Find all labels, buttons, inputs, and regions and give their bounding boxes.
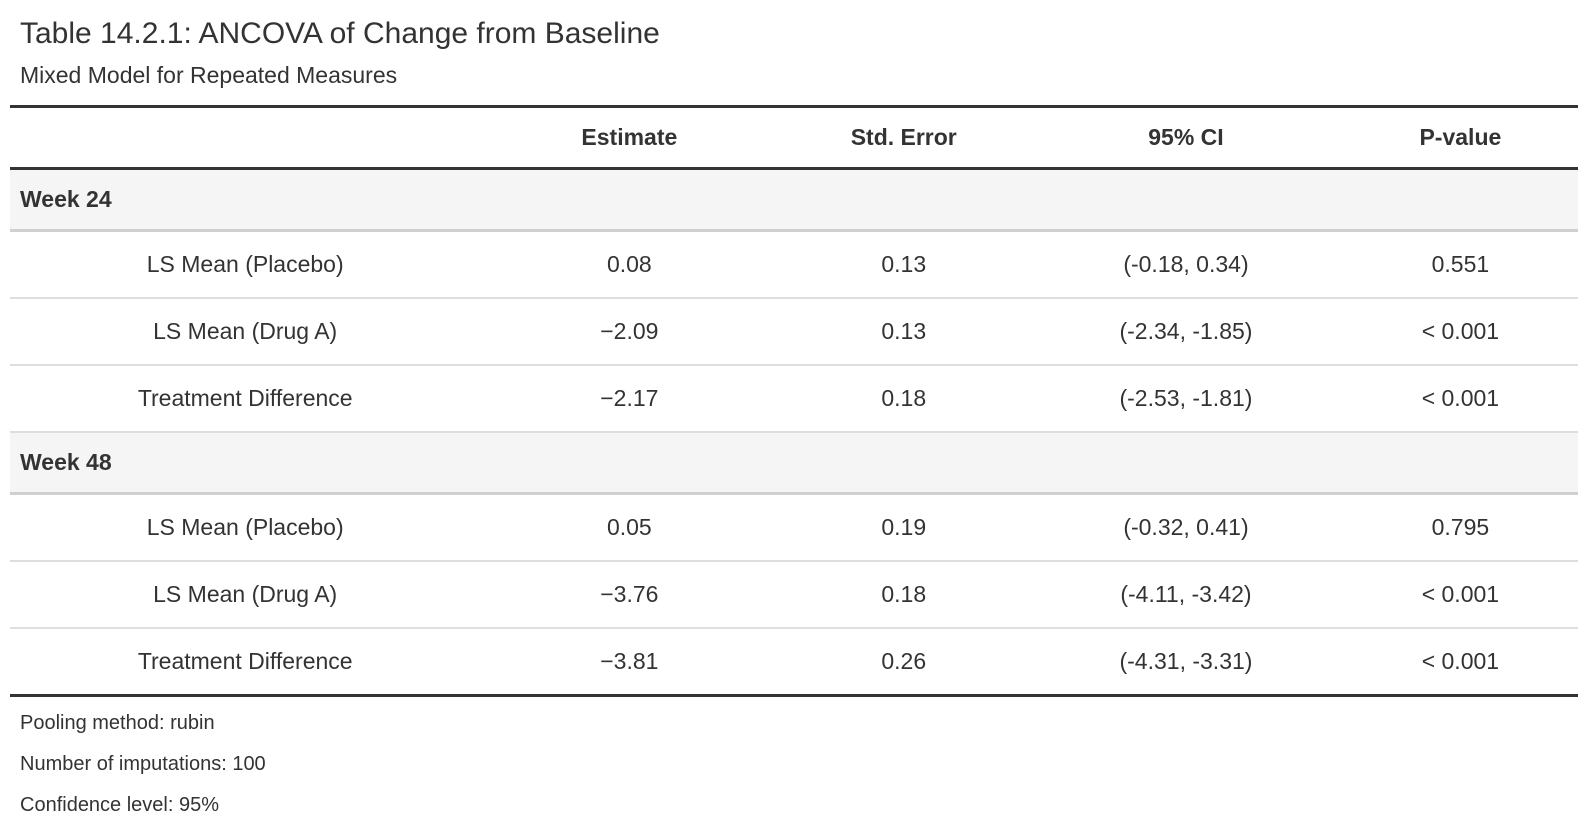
table-body [10,168,1578,695]
table-row [10,493,1578,561]
group-header-week-48 [10,432,1578,494]
table-row [10,628,1578,696]
footnote-pooling-method: Pooling method: rubin [20,711,215,734]
cell-estimate: 0.05 [480,493,778,561]
cell-std-error: 0.19 [778,493,1029,561]
group-label: Week 24 [10,168,1578,230]
cell-row-label: Treatment Difference [10,628,480,696]
column-header-p-value: P-value [1343,106,1578,168]
table-subtitle: Mixed Model for Repeated Measures [20,62,398,88]
group-label: Week 48 [10,432,1578,494]
column-header-ci: 95% CI [1029,106,1343,168]
cell-ci: (-2.34, -1.85) [1029,298,1343,365]
cell-std-error: 0.26 [778,628,1029,696]
cell-p-value: < 0.001 [1343,365,1578,432]
cell-p-value: 0.795 [1343,493,1578,561]
cell-estimate: −3.81 [480,628,778,696]
table-row [10,230,1578,298]
cell-p-value: < 0.001 [1343,561,1578,628]
table-footnotes [10,697,1578,826]
cell-std-error: 0.18 [778,561,1029,628]
cell-estimate: −2.09 [480,298,778,365]
cell-estimate: −3.76 [480,561,778,628]
cell-row-label: LS Mean (Drug A) [10,561,480,628]
table-row [10,561,1578,628]
cell-row-label: Treatment Difference [10,365,480,432]
ancova-results-table [10,105,1578,697]
column-header-stub [10,106,480,168]
cell-p-value: < 0.001 [1343,298,1578,365]
cell-row-label: LS Mean (Placebo) [10,493,480,561]
cell-ci: (-0.32, 0.41) [1029,493,1343,561]
table-row [10,298,1578,365]
cell-std-error: 0.18 [778,365,1029,432]
cell-std-error: 0.13 [778,230,1029,298]
cell-std-error: 0.13 [778,298,1029,365]
cell-ci: (-2.53, -1.81) [1029,365,1343,432]
table-row [10,365,1578,432]
footnote-imputations: Number of imputations: 100 [20,752,266,775]
footnote-confidence-level: Confidence level: 95% [20,793,220,816]
column-header-std-error: Std. Error [778,106,1029,168]
cell-row-label: LS Mean (Drug A) [10,298,480,365]
cell-estimate: −2.17 [480,365,778,432]
table-title: Table 14.2.1: ANCOVA of Change from Baseline [20,17,660,50]
group-header-week-24 [10,168,1578,230]
column-header-estimate: Estimate [480,106,778,168]
cell-ci: (-4.31, -3.31) [1029,628,1343,696]
header-row [10,106,1578,168]
cell-p-value: < 0.001 [1343,628,1578,696]
cell-ci: (-0.18, 0.34) [1029,230,1343,298]
cell-p-value: 0.551 [1343,230,1578,298]
cell-row-label: LS Mean (Placebo) [10,230,480,298]
table-header [10,106,1578,168]
cell-estimate: 0.08 [480,230,778,298]
cell-ci: (-4.11, -3.42) [1029,561,1343,628]
